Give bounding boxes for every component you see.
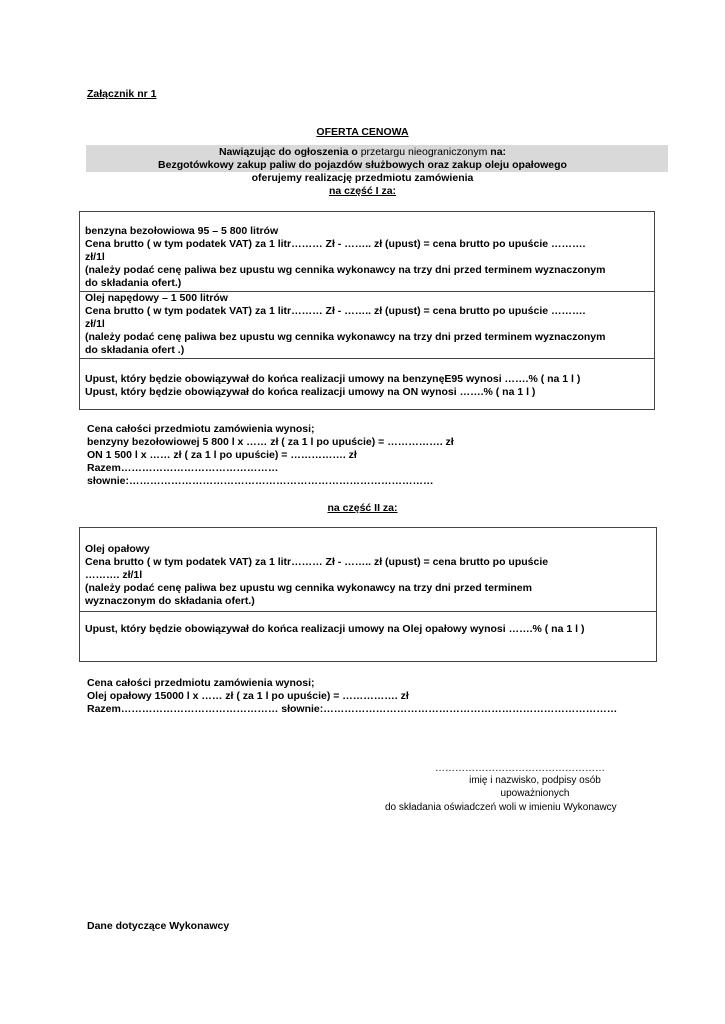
fuel-3-note-2: wyznaczonym do składania ofert.): [85, 595, 255, 607]
fuel-1-note-1: (należy podać cenę paliwa bez upustu wg cennika wykonawcy na trzy dni przed terminem wyznaczonym: [85, 264, 606, 276]
heading-line-1b: przetargu nieograniczonym: [360, 146, 488, 158]
discount-heating-oil: Upust, który będzie obowiązywał do końca realizacji umowy na Olej opałowy wynosi …….% ( na 1 l ): [85, 623, 585, 635]
part-1-total-on: ON 1 500 l x …… zł ( za 1 l po upuście) = ……………. zł: [87, 449, 357, 461]
fuel-1-unit: zł/1l: [85, 251, 105, 263]
fuel-3-unit: ………. zł/1l: [85, 569, 143, 581]
part-2-total-oil: Olej opałowy 15000 l x …… zł ( za 1 l po upuście) = ……………. zł: [87, 690, 409, 702]
signature-line-3: [385, 801, 690, 814]
part-2-heading: na część II za:: [327, 502, 398, 514]
discount-on: Upust, który będzie obowiązywał do końca realizacji umowy na ON wynosi …….% ( na 1 l ): [85, 386, 536, 398]
offer-title: OFERTA CENOWA: [316, 126, 409, 138]
part-1-divider-2: [79, 358, 655, 359]
contractor-data-heading: Dane dotyczące Wykonawcy: [87, 920, 230, 932]
heading-line-2: Bezgotówkowy zakup paliw do pojazdów służbowych oraz zakup oleju opałowego: [158, 159, 567, 171]
heading-line-1a: Nawiązując do ogłoszenia o: [218, 146, 358, 158]
heading-line-1: [0, 146, 725, 159]
fuel-1-price-line: Cena brutto ( w tym podatek VAT) za 1 litr……… Zł - …….. zł (upust) = cena brutto po upuście ……….: [85, 238, 586, 250]
part-1-total-sum: Razem………………………………………: [87, 462, 279, 474]
part-1-total-words: słownie:……………………………………………………………………………: [87, 475, 434, 487]
part-2-total-intro: Cena całości przedmiotu zamówienia wynosi;: [87, 677, 315, 689]
part-1-total-petrol: benzyny bezołowiowej 5 800 l x …… zł ( za 1 l po upuście) = ……………. zł: [87, 436, 454, 448]
signature-dots: ……………………………………………: [435, 763, 605, 774]
fuel-2-note-1: (należy podać cenę paliwa bez upustu wg cennika wykonawcy na trzy dni przed terminem wyznaczonym: [85, 331, 606, 343]
fuel-2-unit: zł/1l: [85, 318, 105, 330]
part-1-total-intro: Cena całości przedmiotu zamówienia wynosi;: [87, 423, 315, 435]
part-2-total-sum-words: Razem……………………………………… słownie:…………………………………………………………………………: [87, 703, 618, 715]
fuel-2-price-line: Cena brutto ( w tym podatek VAT) za 1 litr……… Zł - …….. zł (upust) = cena brutto po upuście ……….: [85, 305, 586, 317]
fuel-2-title: Olej napędowy – 1 500 litrów: [85, 292, 228, 304]
fuel-3-price-line: Cena brutto ( w tym podatek VAT) za 1 litr……… Zł - …….. zł (upust) = cena brutto po upuście: [85, 556, 549, 568]
signature-line-1: imię i nazwisko, podpisy osób: [469, 775, 601, 786]
heading-line-1c: na:: [490, 146, 507, 158]
attachment-label: Załącznik nr 1: [87, 88, 157, 100]
fuel-3-title: Olej opałowy: [85, 543, 150, 555]
fuel-3-note-1: (należy podać cenę paliwa bez upustu wg cennika wykonawcy na trzy dni przed terminem: [85, 582, 532, 594]
signature-line-2: upoważnionych: [500, 788, 570, 799]
signature-line-3-text: do składania oświadczeń woli w imieniu Wykonawcy: [385, 802, 617, 813]
discount-e95: Upust, który będzie obowiązywał do końca realizacji umowy na benzynęE95 wynosi …….% ( na 1 l ): [85, 373, 581, 385]
heading-line-3: oferujemy realizację przedmiotu zamówienia: [251, 172, 474, 184]
part-2-divider: [79, 611, 657, 612]
fuel-1-note-2: do składania ofert.): [85, 277, 182, 289]
fuel-2-note-2: do składania ofert .): [85, 344, 185, 356]
part-1-heading: na część I za:: [328, 185, 397, 197]
fuel-1-title: benzyna bezołowiowa 95 – 5 800 litrów: [85, 225, 279, 237]
